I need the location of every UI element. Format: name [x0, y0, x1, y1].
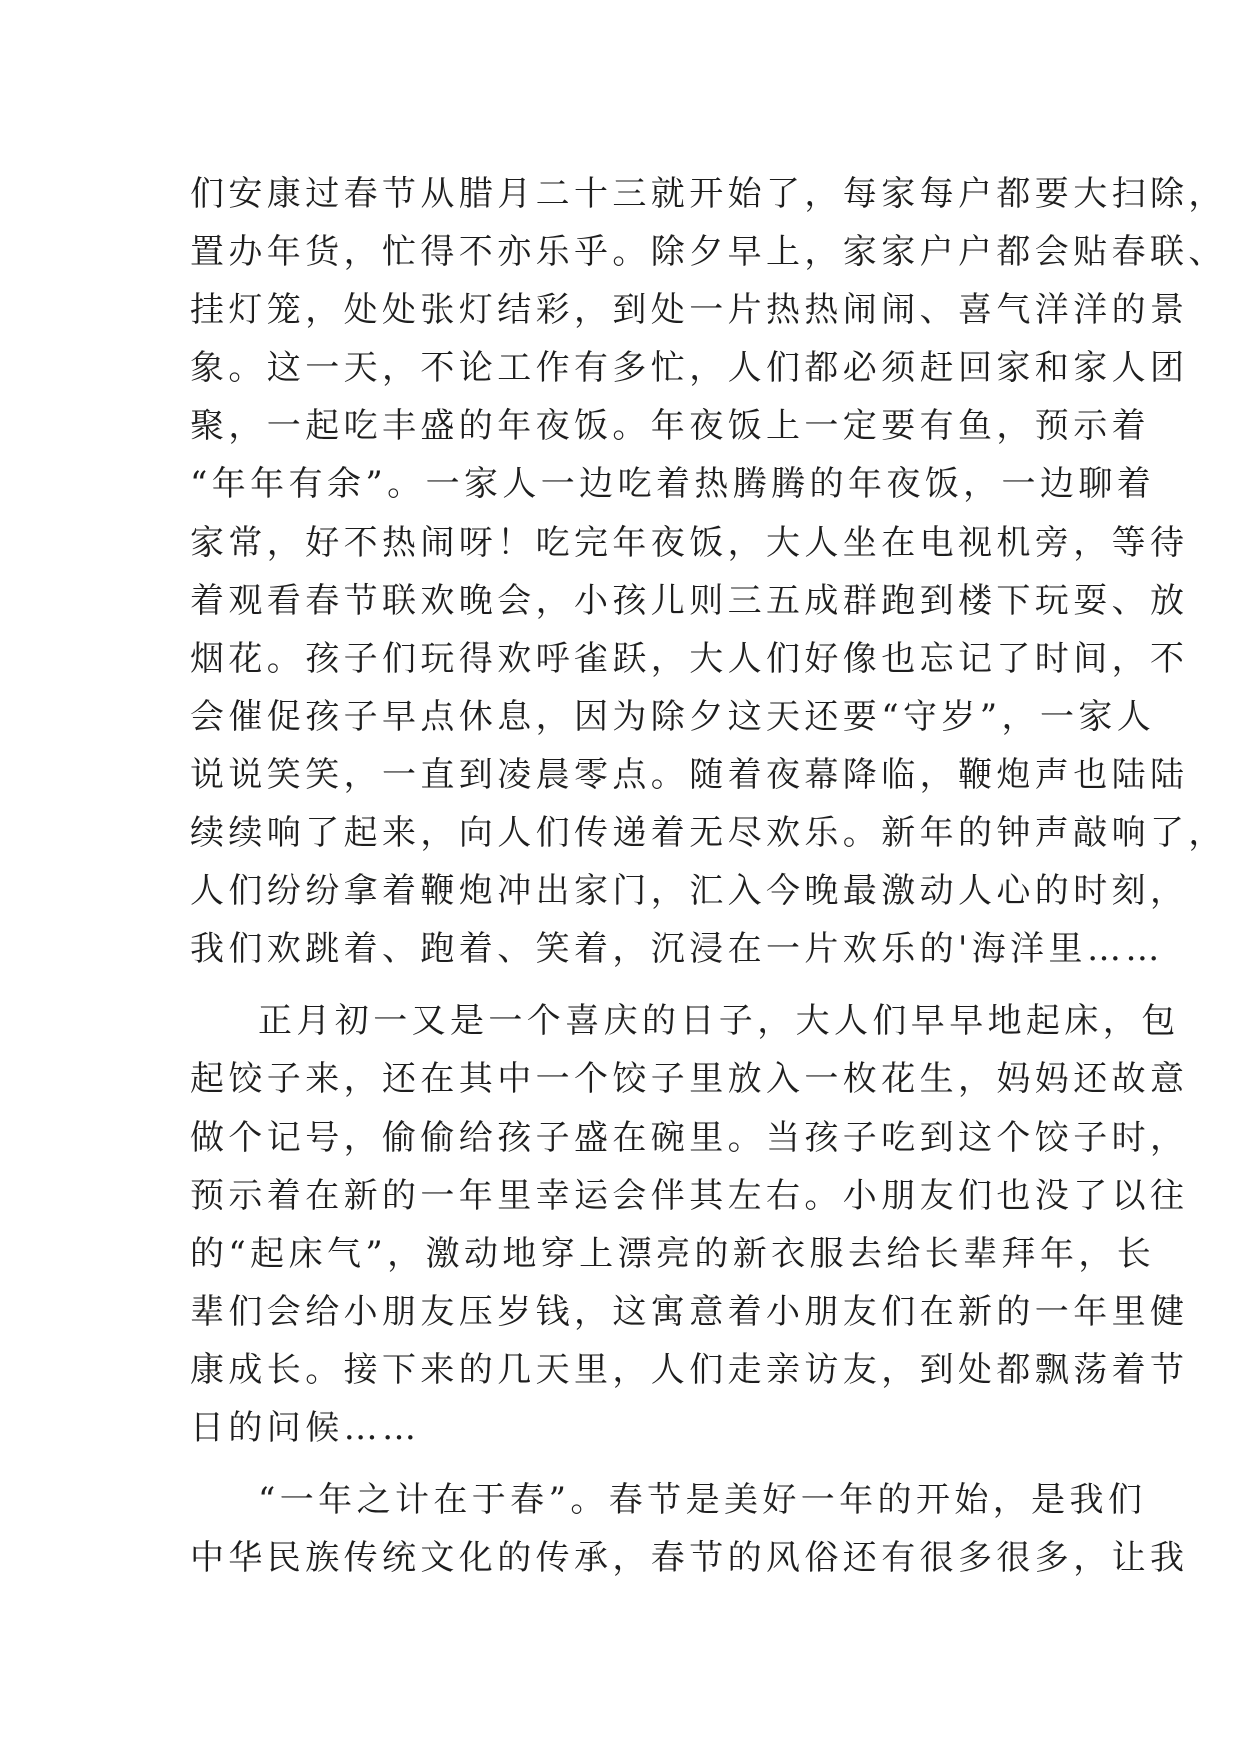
text-line: 中华民族传统文化的传承，春节的风俗还有很多很多，让我: [190, 1538, 1189, 1579]
text-line: 正月初一又是一个喜庆的日子，大人们早早地起床，包: [258, 1001, 1180, 1042]
text-line: 置办年货，忙得不亦乐乎。除夕早上，家家户户都会贴春联、: [190, 232, 1227, 273]
paragraph-2: [190, 992, 1189, 1457]
text-line: 我们欢跳着、跑着、笑着，沉浸在一片欢乐的'海洋里……: [190, 929, 1164, 970]
text-line: 挂灯笼，处处张灯结彩，到处一片热热闹闹、喜气洋洋的景: [190, 290, 1189, 331]
paragraph-spacer: [190, 1457, 1090, 1471]
paragraph-3: [190, 1471, 1189, 1587]
text-line: 康成长。接下来的几天里，人们走亲访友，到处都飘荡着节: [190, 1349, 1189, 1390]
text-line: 续续响了起来，向人们传递着无尽欢乐。新年的钟声敲响了，: [190, 813, 1227, 854]
text-line: 预示着在新的一年里幸运会伴其左右。小朋友们也没了以往: [190, 1175, 1189, 1216]
paragraph-1: [190, 165, 1227, 978]
text-line: 会催促孩子早点休息，因为除夕这天还要“守岁”，一家人: [190, 696, 1156, 737]
text-line: 日的问候……: [190, 1407, 421, 1448]
text-line: “年年有余”。一家人一边吃着热腾腾的年夜饭，一边聊着: [190, 464, 1156, 505]
text-line: 起饺子来，还在其中一个饺子里放入一枚花生，妈妈还故意: [190, 1059, 1189, 1100]
text-line: 的“起床气”，激动地穿上漂亮的新衣服去给长辈拜年，长: [190, 1233, 1156, 1274]
text-line: 说说笑笑，一直到凌晨零点。随着夜幕降临，鞭炮声也陆陆: [190, 754, 1189, 795]
paragraph-spacer: [190, 978, 1090, 992]
body-text: [190, 165, 1227, 1587]
text-line: 象。这一天，不论工作有多忙，人们都必须赶回家和家人团: [190, 348, 1189, 389]
text-line: 着观看春节联欢晚会，小孩儿则三五成群跑到楼下玩耍、放: [190, 580, 1189, 621]
text-line: 烟花。孩子们玩得欢呼雀跃，大人们好像也忘记了时间，不: [190, 638, 1189, 679]
text-line: 家常，好不热闹呀！吃完年夜饭，大人坐在电视机旁，等待: [190, 522, 1189, 563]
text-line: 做个记号，偷偷给孩子盛在碗里。当孩子吃到这个饺子时，: [190, 1117, 1189, 1158]
text-line: 聚，一起吃丰盛的年夜饭。年夜饭上一定要有鱼，预示着: [190, 406, 1150, 447]
text-line: 辈们会给小朋友压岁钱，这寓意着小朋友们在新的一年里健: [190, 1291, 1189, 1332]
text-line: “一年之计在于春”。春节是美好一年的开始，是我们: [258, 1480, 1147, 1521]
text-line: 们安康过春节从腊月二十三就开始了，每家每户都要大扫除，: [190, 174, 1227, 214]
text-line: 人们纷纷拿着鞭炮冲出家门，汇入今晚最激动人心的时刻，: [190, 871, 1189, 912]
